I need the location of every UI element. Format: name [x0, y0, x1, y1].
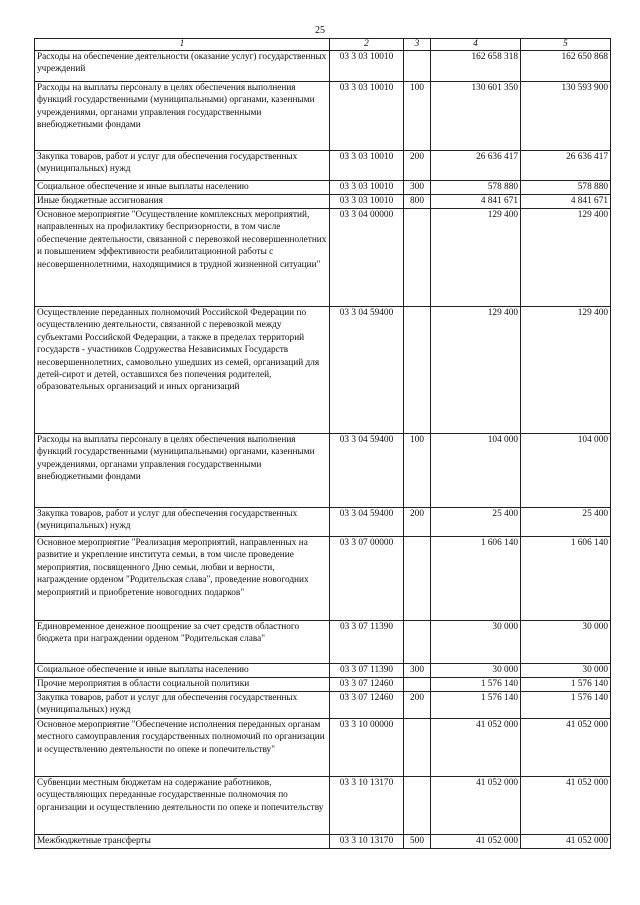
row-type: 100: [404, 434, 431, 508]
header-col-3: 3: [404, 39, 431, 51]
row-type: [404, 51, 431, 82]
row-description: Прочие мероприятия в области социальной политики: [35, 678, 330, 692]
row-type: [404, 537, 431, 621]
table-row: [35, 678, 611, 692]
row-value-4: 41 052 000: [431, 835, 521, 849]
row-value-4: 130 601 350: [431, 82, 521, 151]
table-row: [35, 719, 611, 777]
row-description: Иные бюджетные ассигнования: [35, 195, 330, 209]
row-value-5: 4 841 671: [521, 195, 611, 209]
page-number: 25: [315, 25, 325, 36]
row-value-5: 30 000: [521, 664, 611, 678]
row-description: Основное мероприятие "Обеспечение исполнения переданных органам местного самоуправления государственных полномочий по организации и осуществлению деятельности по опеке и попечительству": [35, 719, 330, 777]
table-row: [35, 537, 611, 621]
row-description: Основное мероприятие "Осуществление комплексных мероприятий, направленных на профилактику беспризорности, в том числе обеспечение деятельности, связанной с перевозкой несовершеннолетних и повышением эффективности реабилитационной работы с несовершеннолетними, находящимися в трудной жизненной ситуации": [35, 209, 330, 307]
row-type: 500: [404, 835, 431, 849]
table-row: [35, 508, 611, 537]
table-row: [35, 82, 611, 151]
row-description: Субвенции местным бюджетам на содержание работников, осуществляющих переданные государственные полномочия по организации и осуществлению деятельности по опеке и попечительству: [35, 777, 330, 835]
header-col-5: 5: [521, 39, 611, 51]
header-col-2: 2: [330, 39, 404, 51]
row-value-5: 30 000: [521, 621, 611, 664]
row-description: Социальное обеспечение и иные выплаты населению: [35, 181, 330, 195]
row-value-5: 41 052 000: [521, 835, 611, 849]
row-type: [404, 307, 431, 434]
row-description: Расходы на обеспечение деятельности (оказание услуг) государственных учреждений: [35, 51, 330, 82]
row-value-4: 4 841 671: [431, 195, 521, 209]
row-description: Единовременное денежное поощрение за счет средств областного бюджета при награждении орденом "Родительская слава": [35, 621, 330, 664]
row-value-4: 25 400: [431, 508, 521, 537]
row-value-5: 1 576 140: [521, 692, 611, 719]
table-row: [35, 621, 611, 664]
row-code: 03 3 10 00000: [330, 719, 404, 777]
row-type: [404, 678, 431, 692]
table-row: [35, 307, 611, 434]
row-code: 03 3 10 13170: [330, 835, 404, 849]
row-code: 03 3 07 12460: [330, 692, 404, 719]
row-type: [404, 777, 431, 835]
row-value-4: 578 880: [431, 181, 521, 195]
row-value-4: 26 636 417: [431, 151, 521, 181]
row-value-4: 41 052 000: [431, 777, 521, 835]
table-row: [35, 664, 611, 678]
row-value-4: 41 052 000: [431, 719, 521, 777]
row-type: 100: [404, 82, 431, 151]
table-row: [35, 692, 611, 719]
row-value-4: 1 576 140: [431, 692, 521, 719]
table-row: [35, 835, 611, 849]
table-row: [35, 181, 611, 195]
header-row: [35, 39, 611, 51]
row-value-5: 25 400: [521, 508, 611, 537]
row-value-5: 1 576 140: [521, 678, 611, 692]
row-type: 300: [404, 664, 431, 678]
row-code: 03 3 03 10010: [330, 151, 404, 181]
row-description: Закупка товаров, работ и услуг для обеспечения государственных (муниципальных) нужд: [35, 692, 330, 719]
row-code: 03 3 03 10010: [330, 82, 404, 151]
row-description: Основное мероприятие "Реализация мероприятий, направленных на развитие и укрепление института семьи, в том числе проведение мероприятия, посвященного Дню семьи, любви и верности, награждение орденом "Родительская слава", проведение новогодних мероприятий и приобретение новогодних подарков": [35, 537, 330, 621]
row-value-5: 104 000: [521, 434, 611, 508]
row-value-5: 130 593 900: [521, 82, 611, 151]
row-code: 03 3 04 59400: [330, 307, 404, 434]
row-value-5: 578 880: [521, 181, 611, 195]
header-col-4: 4: [431, 39, 521, 51]
row-code: 03 3 03 10010: [330, 195, 404, 209]
table-row: [35, 777, 611, 835]
row-description: Межбюджетные трансферты: [35, 835, 330, 849]
row-value-4: 129 400: [431, 209, 521, 307]
row-code: 03 3 07 12460: [330, 678, 404, 692]
row-description: Расходы на выплаты персоналу в целях обеспечения выполнения функций государственными (муниципальными) органами, казенными учреждениями, органами управления государственными внебюджетными фондами: [35, 82, 330, 151]
row-value-5: 41 052 000: [521, 777, 611, 835]
row-description: Закупка товаров, работ и услуг для обеспечения государственных (муниципальных) нужд: [35, 151, 330, 181]
row-value-5: 26 636 417: [521, 151, 611, 181]
row-code: 03 3 03 10010: [330, 51, 404, 82]
row-description: Расходы на выплаты персоналу в целях обеспечения выполнения функций государственными (муниципальными) органами, казенными учреждениями, органами управления государственными внебюджетными фондами: [35, 434, 330, 508]
row-code: 03 3 03 10010: [330, 181, 404, 195]
row-value-5: 1 606 140: [521, 537, 611, 621]
table-row: [35, 195, 611, 209]
row-value-4: 104 000: [431, 434, 521, 508]
row-value-5: 129 400: [521, 209, 611, 307]
row-type: 200: [404, 692, 431, 719]
row-code: 03 3 10 13170: [330, 777, 404, 835]
row-value-4: 30 000: [431, 621, 521, 664]
row-code: 03 3 07 00000: [330, 537, 404, 621]
row-description: Закупка товаров, работ и услуг для обеспечения государственных (муниципальных) нужд: [35, 508, 330, 537]
row-type: 800: [404, 195, 431, 209]
row-code: 03 3 07 11390: [330, 664, 404, 678]
row-value-5: 41 052 000: [521, 719, 611, 777]
table-row: [35, 51, 611, 82]
row-code: 03 3 04 00000: [330, 209, 404, 307]
row-value-4: 30 000: [431, 664, 521, 678]
header-col-1: 1: [35, 39, 330, 51]
row-type: [404, 621, 431, 664]
row-type: 300: [404, 181, 431, 195]
row-value-4: 129 400: [431, 307, 521, 434]
row-value-4: 162 658 318: [431, 51, 521, 82]
row-description: Осуществление переданных полномочий Российской Федерации по осуществлению деятельности, связанной с перевозкой между субъектами Российской Федерации, а также в пределах территорий государств - участников Содружества Независимых Государств несовершеннолетних, самовольно ушедших из семей, организаций для детей-сирот и детей, оставшихся без попечения родителей, образовательных организаций и иных организаций: [35, 307, 330, 434]
row-value-4: 1 576 140: [431, 678, 521, 692]
row-type: 200: [404, 508, 431, 537]
row-type: [404, 209, 431, 307]
row-description: Социальное обеспечение и иные выплаты населению: [35, 664, 330, 678]
row-code: 03 3 04 59400: [330, 434, 404, 508]
row-value-5: 162 650 868: [521, 51, 611, 82]
row-code: 03 3 04 59400: [330, 508, 404, 537]
row-type: [404, 719, 431, 777]
budget-table: [34, 38, 611, 849]
row-type: 200: [404, 151, 431, 181]
table-row: [35, 434, 611, 508]
row-code: 03 3 07 11390: [330, 621, 404, 664]
row-value-4: 1 606 140: [431, 537, 521, 621]
table-row: [35, 209, 611, 307]
table-row: [35, 151, 611, 181]
row-value-5: 129 400: [521, 307, 611, 434]
